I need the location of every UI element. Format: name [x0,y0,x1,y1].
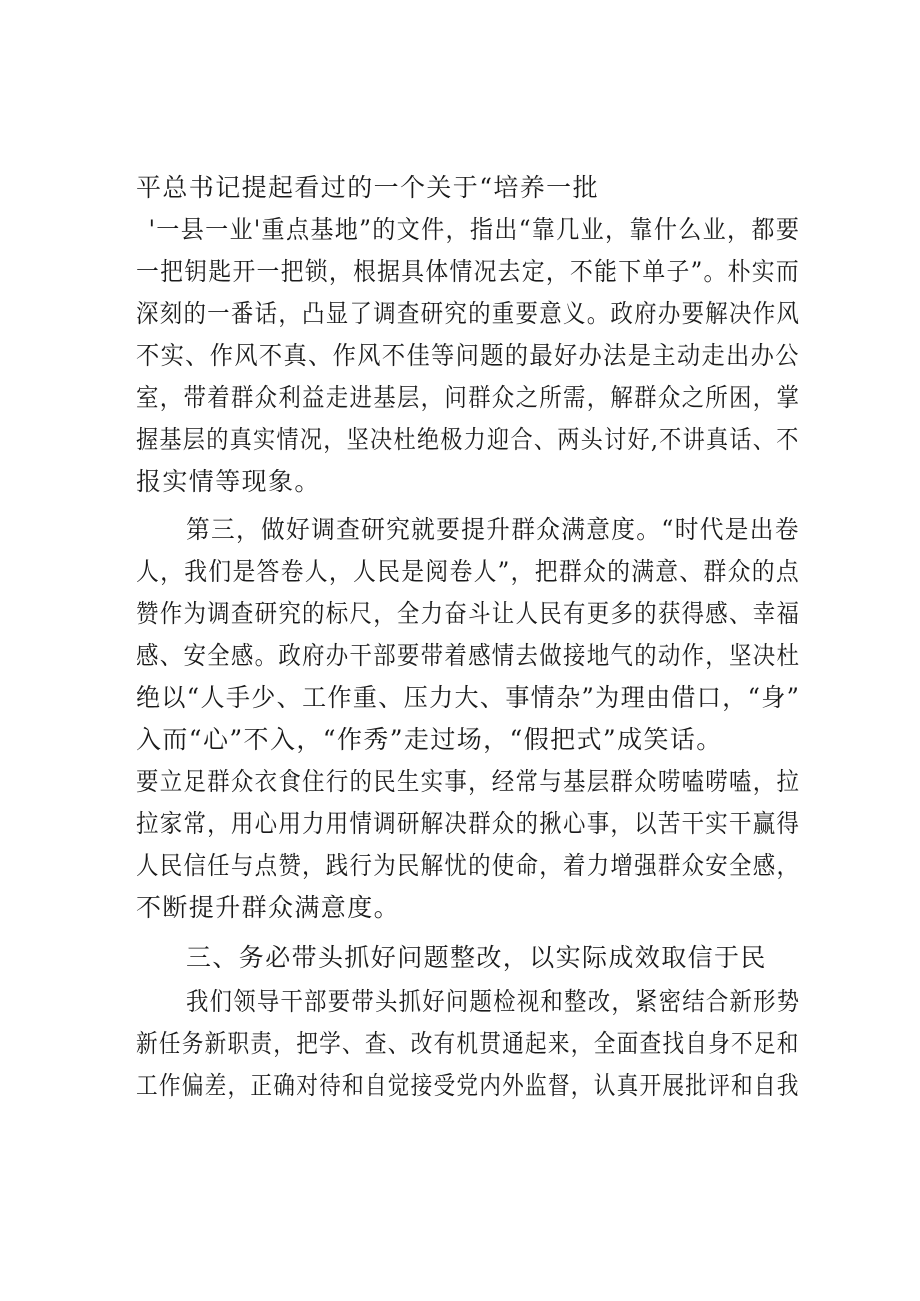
text-line: 新任务新职责，把学、查、改有机贯通起来，全面查找自身不足和 [136,1029,800,1058]
text-line: 绝以“人手少、工作重、压力大、事情杂”为理由借口，“身” [136,683,801,712]
text-line: 拉家常，用心用力用情调研解决群众的揪心事，以苦干实干赢得 [136,809,801,838]
text-line: '一县一业'重点基地”的文件，指出“靠几业，靠什么业，都要 [140,215,801,244]
text-line: 入而“心”不入，“作秀”走过场，“假把式”成笑话。 [136,725,723,754]
text-line: 要立足群众衣食住行的民生实事，经常与基层群众唠嗑唠嗑，拉 [136,767,801,796]
text-line: 平总书记提起看过的一个关于“培养一批 [136,173,599,202]
text-line: 不实、作风不真、作风不佳等问题的最好办法是主动走出办公 [136,341,800,370]
text-line: 一把钥匙开一把锁，根据具体情况去定，不能下单子”。朴实而 [136,257,800,286]
text-line: 赞作为调查研究的标尺，全力奋斗让人民有更多的获得感、幸福 [136,599,801,628]
text-line: 深刻的一番话，凸显了调查研究的重要意义。政府办要解决作风 [136,299,801,328]
text-line: 第三，做好调查研究就要提升群众满意度。“时代是出卷 [186,515,800,544]
section-heading: 三、务必带头抓好问题整改，以实际成效取信于民 [186,943,767,972]
text-line: 人，我们是答卷人，人民是阅卷人”，把群众的满意、群众的点 [136,557,800,586]
text-line: 握基层的真实情况，坚决杜绝极力迎合、两头讨好,不讲真话、不 [136,425,800,454]
text-line: 报实情等现象。 [136,467,321,496]
text-line: 工作偏差，正确对待和自觉接受党内外监督，认真开展批评和自我 [136,1071,800,1100]
text-line: 人民信任与点赞，践行为民解忧的使命，着力增强群众安全感， [136,851,801,880]
text-line: 室，带着群众利益走进基层，问群众之所需，解群众之所困，掌 [136,383,801,412]
text-line: 我们领导干部要带头抓好问题检视和整改，紧密结合新形势 [186,987,801,1016]
text-line: 不断提升群众满意度。 [136,893,401,922]
text-line: 感、安全感。政府办干部要带着感情去做接地气的动作，坚决杜 [136,641,801,670]
